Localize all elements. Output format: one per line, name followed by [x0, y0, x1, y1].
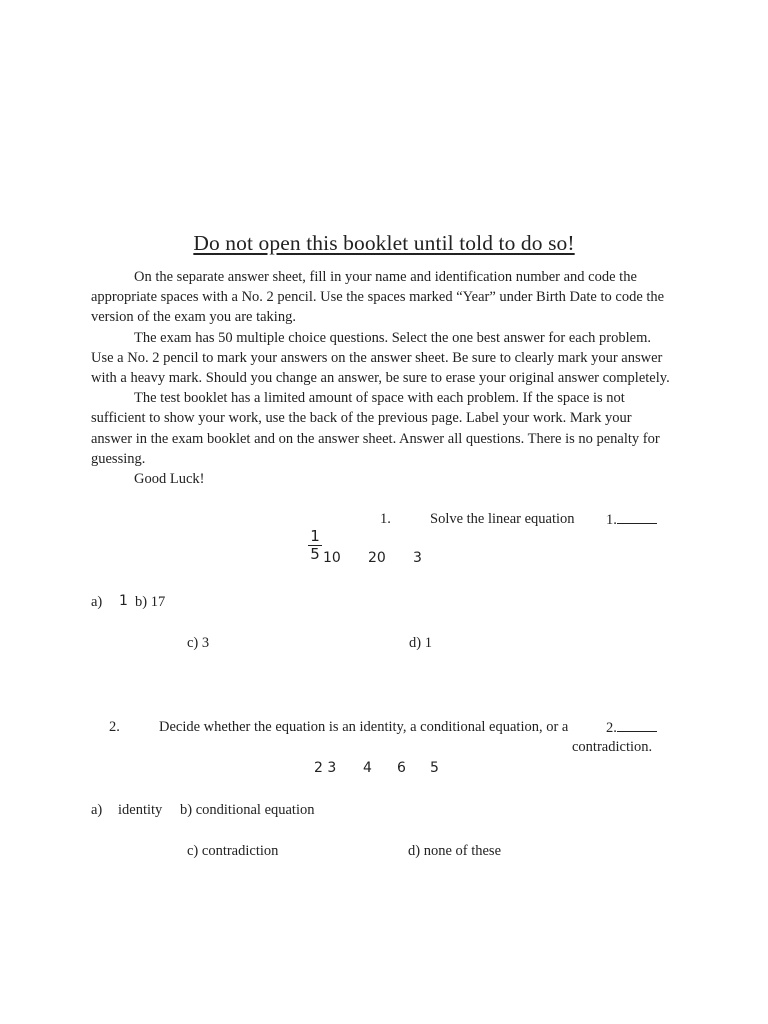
question-2-text-continued: contradiction.	[572, 739, 653, 755]
question-2-number: 2.	[109, 719, 120, 735]
equation-term: 3	[413, 550, 422, 566]
fraction-denominator: 5	[310, 545, 320, 563]
answer-number: 1.	[606, 512, 617, 528]
question-2-answer-slot	[606, 717, 657, 738]
question-2-text: Decide whether the equation is an identity, a conditional equation, or a	[159, 719, 569, 735]
equation-term: 4	[363, 760, 372, 776]
instruction-paragraph: The test booklet has a limited amount of space with each problem. If the space is not sufficient to show your work, use the back of the previous page. Label your work. Mark your answer in the exam booklet and on the answer sheet. Answer all questions. There is no penalty for guessing.	[91, 390, 660, 467]
equation-term: 5	[430, 760, 439, 776]
choice-c: c) 3	[187, 635, 210, 651]
choice-a-label: a)	[91, 594, 103, 610]
question-1-answer-slot	[606, 509, 657, 530]
equation-term: 2 3	[314, 760, 337, 776]
page-title: Do not open this booklet until told to do so!	[193, 231, 575, 255]
answer-number: 2.	[606, 720, 617, 736]
choice-b-text: b) 17	[135, 594, 166, 610]
equation-term: 10	[323, 550, 341, 566]
answer-blank	[617, 717, 657, 732]
instructions	[91, 267, 675, 489]
choice-d: d) 1	[409, 635, 432, 651]
fraction-numerator: 1	[308, 528, 322, 546]
instruction-paragraph: The exam has 50 multiple choice questions. Select the one best answer for each problem. Use a No. 2 pencil to mark your answers on the answer sheet. Be sure to clearly mark your answer with a heavy mark. Should you change an answer, be sure to erase your original answer completely.	[91, 329, 670, 387]
answer-blank	[617, 509, 657, 524]
choice-a-value: identity	[118, 802, 163, 818]
question-1-text: Solve the linear equation	[430, 511, 575, 527]
good-luck-text: Good Luck!	[134, 471, 205, 488]
choice-a-value: 1	[119, 593, 128, 609]
equation-term: 20	[368, 550, 386, 566]
choice-b: b) conditional equation	[180, 802, 315, 818]
instruction-paragraph: On the separate answer sheet, fill in your name and identification number and code the appropriate spaces with a No. 2 pencil. Use the spaces marked “Year” under Birth Date to code the version of the exam you are taking.	[91, 269, 665, 326]
choice-c: c) contradiction	[187, 843, 279, 859]
question-1-number: 1.	[380, 511, 391, 527]
question-1-fraction	[308, 528, 322, 563]
choice-b	[135, 592, 165, 612]
equation-term: 6	[397, 760, 406, 776]
choice-a-label: a)	[91, 802, 103, 818]
choice-d: d) none of these	[408, 843, 502, 859]
